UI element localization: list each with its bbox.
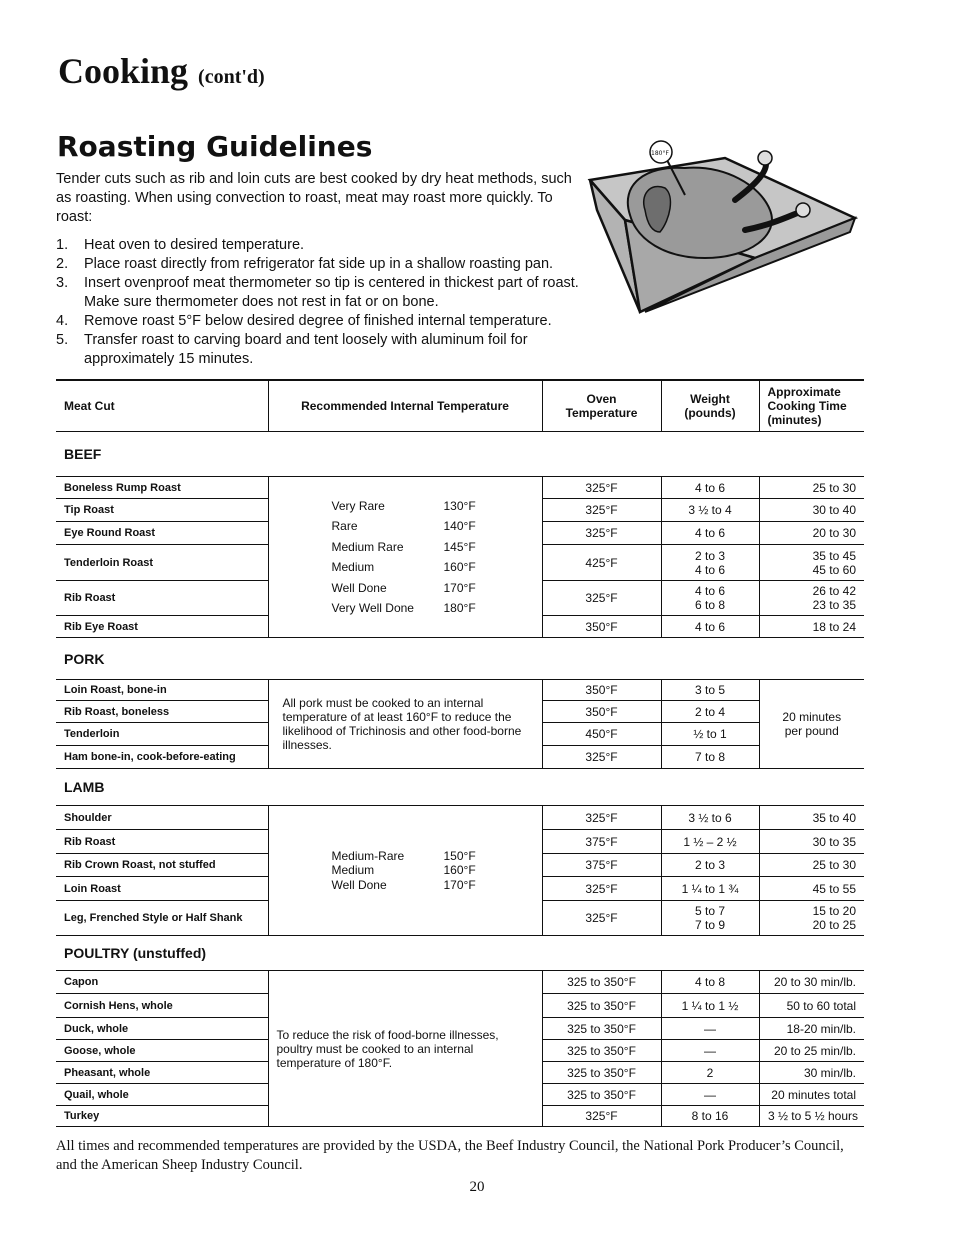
cooking-time: 20 minutes total — [759, 1084, 864, 1106]
oven-temp: 325 to 350°F — [542, 1018, 661, 1040]
oven-temp: 325°F — [542, 499, 661, 522]
meat-cut: Rib Roast, boneless — [56, 701, 268, 723]
weight: 7 to 8 — [661, 746, 759, 769]
oven-temp: 325°F — [542, 522, 661, 545]
oven-temp: 325°F — [542, 901, 661, 936]
step-item — [56, 331, 591, 369]
weight: — — [661, 1040, 759, 1062]
temp-value: 160°F — [443, 863, 476, 878]
weight: 1 ¼ to 1 ½ — [661, 994, 759, 1018]
cooking-time: 30 min/lb. — [759, 1062, 864, 1084]
meat-cut: Pheasant, whole — [56, 1062, 268, 1084]
oven-temp: 350°F — [542, 680, 661, 701]
time-line: 20 to 25 — [812, 918, 856, 932]
page-title-main: Cooking — [58, 51, 189, 91]
turkey-leg-bone-front — [796, 203, 810, 217]
oven-temp: 375°F — [542, 854, 661, 877]
cooking-time: 25 to 30 — [759, 854, 864, 877]
section-label-lamb: LAMB — [56, 769, 864, 806]
temp-list — [332, 496, 534, 619]
header-oven-temp: Oven Temperature — [542, 380, 661, 432]
section-label-pork: PORK — [56, 638, 864, 680]
weight-line: 6 to 8 — [694, 598, 726, 612]
step-item — [56, 236, 591, 255]
oven-temp: 325°F — [542, 806, 661, 830]
step-item — [56, 312, 591, 331]
step-text: Heat oven to desired temperature. — [84, 237, 305, 253]
weight-line: 4 to 6 — [694, 562, 726, 577]
weight: 3 ½ to 4 — [661, 499, 759, 522]
weight-line: 7 to 9 — [694, 918, 726, 932]
table-header-row — [56, 380, 864, 432]
section-title: Roasting Guidelines — [57, 130, 373, 163]
oven-temp: 325°F — [542, 877, 661, 901]
temp-label: Well Done — [331, 877, 387, 892]
meat-cut: Goose, whole — [56, 1040, 268, 1062]
roast-turkey-illustration-icon — [585, 140, 860, 320]
meat-cut: Duck, whole — [56, 1018, 268, 1040]
table-row — [56, 477, 864, 499]
section-row-poultry — [56, 936, 864, 971]
meat-cut: Leg, Frenched Style or Half Shank — [56, 901, 268, 936]
header-meat-cut: Meat Cut — [56, 380, 268, 432]
weight: — — [661, 1084, 759, 1106]
cooking-time: 18-20 min/lb. — [759, 1018, 864, 1040]
section-label-poultry: POULTRY (unstuffed) — [56, 936, 864, 971]
source-note: All times and recommended temperatures are provided by the USDA, the Beef Industry Council, the National Pork Producer’s Council, and the American Sheep Industry Council. — [56, 1138, 844, 1173]
cooking-time: 30 to 40 — [759, 499, 864, 522]
time-line: 15 to 20 — [812, 904, 856, 918]
cooking-time: 35 to 40 — [759, 806, 864, 830]
weight: 1 ½ – 2 ½ — [661, 830, 759, 854]
weight: 8 to 16 — [661, 1106, 759, 1127]
oven-temp: 325°F — [542, 477, 661, 499]
oven-temp: 325°F — [542, 581, 661, 616]
meat-cut: Rib Roast — [56, 581, 268, 616]
meat-cut: Tenderloin — [56, 723, 268, 746]
step-item — [56, 274, 591, 312]
cooking-time: 25 to 30 — [759, 477, 864, 499]
step-text: Remove roast 5°F below desired degree of finished internal temperature. — [84, 313, 552, 329]
temp-value: 170°F — [443, 580, 476, 595]
temp-label: Medium — [331, 560, 375, 574]
meat-cut: Ham bone-in, cook-before-eating — [56, 746, 268, 769]
pork-note: All pork must be cooked to an internal temperature of at least 160°F to reduce the likelihood of Trichinosis and other food-borne illnesses. — [268, 680, 542, 769]
oven-temp: 375°F — [542, 830, 661, 854]
oven-temp: 325 to 350°F — [542, 994, 661, 1018]
temp-label: Medium Rare — [331, 539, 404, 554]
roasting-table — [56, 379, 864, 1127]
temp-value: 140°F — [443, 519, 476, 533]
meat-cut: Rib Crown Roast, not stuffed — [56, 854, 268, 877]
meat-cut: Turkey — [56, 1106, 268, 1127]
meat-cut: Quail, whole — [56, 1084, 268, 1106]
oven-temp: 350°F — [542, 701, 661, 723]
weight: 4 to 6 — [661, 616, 759, 638]
weight: 2 — [661, 1062, 759, 1084]
header-internal-temp: Recommended Internal Temperature — [268, 380, 542, 432]
step-text: Insert ovenproof meat thermometer so tip is centered in thickest part of roast. Make sure thermometer does not rest in fat or on bone. — [84, 275, 579, 310]
temp-label: Medium — [331, 863, 375, 878]
weight — [661, 545, 759, 581]
roasting-steps — [56, 236, 591, 369]
table-row — [56, 680, 864, 701]
meat-cut: Loin Roast, bone-in — [56, 680, 268, 701]
page-title — [58, 50, 265, 92]
temp-value: 150°F — [443, 848, 476, 863]
cooking-time — [759, 581, 864, 616]
table-row — [56, 971, 864, 994]
step-number: 1. — [56, 237, 69, 253]
weight-line: 2 to 3 — [694, 548, 726, 563]
meat-cut: Rib Eye Roast — [56, 616, 268, 638]
weight-line: 4 to 6 — [694, 584, 726, 598]
weight: 2 to 3 — [661, 854, 759, 877]
cooking-time: 30 to 35 — [759, 830, 864, 854]
temp-label: Medium-Rare — [331, 848, 405, 863]
time-line: 26 to 42 — [812, 584, 856, 598]
weight — [661, 581, 759, 616]
time-line: 23 to 35 — [812, 598, 856, 612]
temp-value: 130°F — [443, 498, 476, 513]
step-text: Place roast directly from refrigerator fat side up in a shallow roasting pan. — [84, 256, 554, 272]
temp-list — [332, 849, 534, 893]
header-weight: Weight (pounds) — [661, 380, 759, 432]
meat-cut: Tip Roast — [56, 499, 268, 522]
section-row-beef — [56, 432, 864, 477]
cooking-time — [759, 901, 864, 936]
time-line: 35 to 45 — [812, 548, 856, 563]
step-number: 5. — [56, 332, 69, 348]
table-row — [56, 806, 864, 830]
temp-label: Rare — [331, 519, 358, 533]
meat-cut: Cornish Hens, whole — [56, 994, 268, 1018]
weight: 1 ¼ to 1 ¾ — [661, 877, 759, 901]
pork-cooking-time: 20 minutes per pound — [759, 680, 864, 769]
weight — [661, 901, 759, 936]
weight: ½ to 1 — [661, 723, 759, 746]
intro-text: Tender cuts such as rib and loin cuts are best cooked by dry heat methods, such as roasting. When using convection to roast, meat may roast more quickly. To roast: — [56, 171, 572, 225]
oven-temp: 325 to 350°F — [542, 1040, 661, 1062]
temp-value: 170°F — [443, 877, 476, 892]
page-number: 20 — [469, 1179, 485, 1195]
poultry-note: To reduce the risk of food-borne illnesses, poultry must be cooked to an internal temperature of 180°F. — [268, 971, 542, 1127]
step-number: 3. — [56, 275, 69, 291]
oven-temp: 450°F — [542, 723, 661, 746]
temp-value: 160°F — [443, 560, 476, 574]
page-title-subtitle: (cont'd) — [198, 66, 265, 88]
meat-cut: Loin Roast — [56, 877, 268, 901]
cooking-time: 20 to 25 min/lb. — [759, 1040, 864, 1062]
weight-line: 5 to 7 — [694, 904, 726, 918]
section-label-beef: BEEF — [56, 432, 864, 477]
temp-label: Very Well Done — [331, 601, 414, 615]
weight: — — [661, 1018, 759, 1040]
meat-cut: Rib Roast — [56, 830, 268, 854]
step-item — [56, 255, 591, 274]
weight: 4 to 6 — [661, 477, 759, 499]
meat-cut: Capon — [56, 971, 268, 994]
temp-value: 145°F — [443, 539, 476, 554]
oven-temp: 325 to 350°F — [542, 1062, 661, 1084]
temp-value: 180°F — [443, 601, 476, 615]
lamb-internal-temps — [268, 806, 542, 936]
weight: 3 to 5 — [661, 680, 759, 701]
thermometer-label: 180°F — [651, 150, 669, 157]
oven-temp: 325 to 350°F — [542, 971, 661, 994]
step-number: 4. — [56, 313, 69, 329]
header-cooking-time: Approximate Cooking Time (minutes) — [759, 380, 864, 432]
weight: 3 ½ to 6 — [661, 806, 759, 830]
temp-label: Very Rare — [331, 498, 385, 513]
meat-cut: Shoulder — [56, 806, 268, 830]
oven-temp: 325°F — [542, 1106, 661, 1127]
weight: 2 to 4 — [661, 701, 759, 723]
time-line: 45 to 60 — [812, 562, 856, 577]
step-text: Transfer roast to carving board and tent loosely with aluminum foil for approximately 15 minutes. — [84, 332, 528, 367]
cooking-time: 3 ½ to 5 ½ hours — [759, 1106, 864, 1127]
cooking-time: 20 to 30 — [759, 522, 864, 545]
beef-internal-temps — [268, 477, 542, 638]
turkey-leg-bone-back — [758, 151, 772, 165]
weight: 4 to 8 — [661, 971, 759, 994]
oven-temp: 325 to 350°F — [542, 1084, 661, 1106]
step-number: 2. — [56, 256, 69, 272]
meat-cut: Tenderloin Roast — [56, 545, 268, 581]
weight: 4 to 6 — [661, 522, 759, 545]
meat-cut: Boneless Rump Roast — [56, 477, 268, 499]
cooking-time: 45 to 55 — [759, 877, 864, 901]
section-row-lamb — [56, 769, 864, 806]
oven-temp: 325°F — [542, 746, 661, 769]
cooking-time: 20 to 30 min/lb. — [759, 971, 864, 994]
temp-label: Well Done — [331, 580, 387, 595]
cooking-time: 18 to 24 — [759, 616, 864, 638]
oven-temp: 350°F — [542, 616, 661, 638]
oven-temp: 425°F — [542, 545, 661, 581]
cooking-time — [759, 545, 864, 581]
meat-cut: Eye Round Roast — [56, 522, 268, 545]
section-row-pork — [56, 638, 864, 680]
cooking-time: 50 to 60 total — [759, 994, 864, 1018]
